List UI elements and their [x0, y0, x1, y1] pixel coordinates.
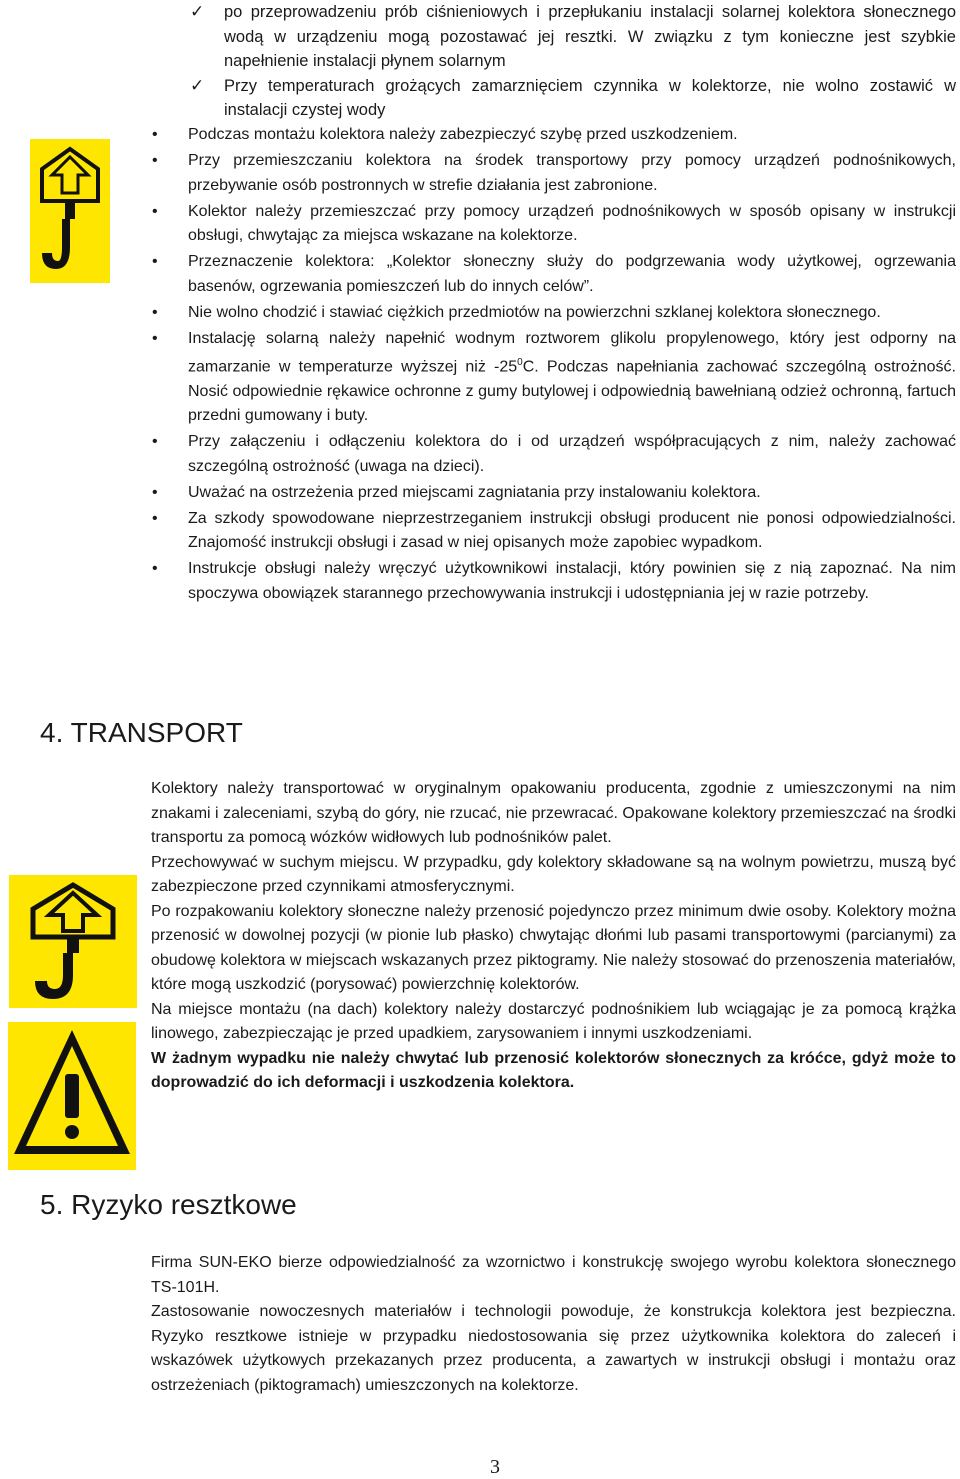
lifting-hook-icon	[9, 875, 137, 1008]
list-item: • Przeznaczenie kolektora: „Kolektor słoneczny służy do podgrzewania wody użytkowej, ogrzewania basenów, ogrzewania pomieszczeń lub do innych celów”.	[150, 250, 956, 299]
list-item: • Za szkody spowodowane nieprzestrzeganiem instrukcji obsługi producent nie ponosi odpowiedzialności. Znajomość instrukcji obsługi i zasad w niej opisanych może zapobiec wypadkom.	[150, 507, 956, 556]
bullet-icon: •	[152, 560, 158, 578]
bullet-icon: •	[152, 509, 158, 527]
paragraph: Przechowywać w suchym miejscu. W przypadku, gdy kolektory składowane są na wolnym powietrzu, muszą być zabezpieczone przed czynnikami atmosferycznymi.	[151, 853, 956, 895]
bullet-icon: •	[152, 483, 158, 501]
paragraph: Na miejsce montażu (na dach) kolektory należy dostarczyć podnośnikiem lub wciągając je za pomocą krążka linowego, zabezpieczając je przed upadkiem, zarysowaniem i innymi uszkodzeniami.	[151, 1000, 956, 1042]
paragraph: Firma SUN-EKO bierze odpowiedzialność za wzornictwo i konstrukcję swojego wyrobu kolektora słonecznego TS-101H.	[151, 1254, 956, 1296]
paragraph: Zastosowanie nowoczesnych materiałów i technologii powoduje, że konstrukcja kolektora jest bezpieczna. Ryzyko resztkowe istnieje w przypadku niedostosowania się przez użytkownika kolektora do zaleceń i wskazówek użytkowych przekazanych przez producenta, a zawartych w instrukcji obsługi i montażu oraz ostrzeżeniach (piktogramach) umieszczonych na kolektorze.	[151, 1303, 956, 1394]
list-item: • Instalację solarną należy napełnić wodnym roztworem glikolu propylenowego, który jest odporny na zamarzanie w temperaturze wyższej niż $-25^0C$. Podczas napełniania zachować szczególną ostrożność. Nosić odpowiednie rękawice ochronne z gumy butylowej i odpowiednią bawełnianą odzież ochronną, fartuch przedni gumowany i buty.	[150, 327, 956, 429]
lifting-hook-icon	[30, 139, 110, 283]
paragraph: Kolektory należy transportować w oryginalnym opakowaniu producenta, zgodnie z umieszczonymi na nim znakami i zaleceniami, szybą do góry, nie rzucać, nie przewracać. Opakowane kolektory przemieszczać na środki transportu za pomocą wózków widłowych lub podnośników palet.	[151, 780, 956, 846]
checklist-item: ✓ Przy temperaturach grożących zamarznięciem czynnika w kolektorze, nie wolno zostawić w instalacji czystej wody	[190, 75, 956, 119]
checklist-item: ✓ po przeprowadzeniu prób ciśnieniowych i przepłukaniu instalacji solarnej kolektora słonecznego wodą w urządzeniu mogą pozostawać jej resztki. W związku z tym konieczne jest szybkie napełnienie instalacji płynem solarnym	[190, 2, 956, 70]
section-heading-residual-risk: 5. Ryzyko resztkowe	[40, 1189, 297, 1220]
transport-text	[151, 777, 956, 1096]
warning-paragraph: W żadnym wypadku nie należy chwytać lub przenosić kolektorów słonecznych za króćce, gdyż może to doprowadzić do ich deformacji i uszkodzenia kolektora.	[151, 1049, 956, 1091]
section-heading-transport: 4. TRANSPORT	[40, 717, 243, 748]
list-item: • Instrukcje obsługi należy wręczyć użytkownikowi instalacji, który powinien się z nią zapoznać. Na nim spoczywa obowiązek starannego przechowywania instrukcji i udostępniania jej w razie potrzeby.	[150, 557, 956, 606]
paragraph: Po rozpakowaniu kolektory słoneczne należy przenosić pojedynczo przez minimum dwie osoby. Kolektory można przenosić w dowolnej pozycji (w pionie lub płasko) chwytając dłońmi lub pasami transportowymi (parcianymi) za obudowę kolektora w miejscach wskazanych przez piktogramy. Nie należy stosować do przenoszenia materiałów, które mogą uszkodzić (porysować) powierzchnię kolektorów.	[151, 902, 956, 993]
bullet-icon: •	[152, 202, 158, 220]
bullet-icon: •	[152, 329, 158, 347]
list-item: • Nie wolno chodzić i stawiać ciężkich przedmiotów na powierzchni szklanej kolektora słonecznego.	[150, 301, 956, 326]
risk-text	[151, 1251, 956, 1398]
bullet-icon: •	[152, 152, 158, 169]
bullet-icon: •	[152, 253, 158, 270]
list-item: • Kolektor należy przemieszczać przy pomocy urządzeń podnośnikowych w sposób opisany w instrukcji obsługi, chwytając za miejsca wskazane na kolektorze.	[150, 200, 956, 249]
check-icon: ✓	[190, 75, 205, 95]
list-item: • Uważać na ostrzeżenia przed miejscami zagniatania przy instalowaniu kolektora.	[150, 481, 956, 506]
page-number: 3	[490, 1456, 500, 1478]
list-item: • Przy załączeniu i odłączeniu kolektora do i od urządzeń współpracujących z nim, należy zachować szczególną ostrożność (uwaga na dzieci).	[150, 430, 956, 479]
list-item: • Podczas montażu kolektora należy zabezpieczyć szybę przed uszkodzeniem.	[150, 123, 956, 148]
check-icon: ✓	[190, 2, 205, 21]
warning-triangle-icon	[8, 1022, 136, 1170]
bullet-icon: •	[152, 303, 158, 321]
list-item: • Przy przemieszczaniu kolektora na środek transportowy przy pomocy urządzeń podnośnikowych, przebywanie osób postronnych w strefie działania jest zabronione.	[150, 149, 956, 198]
bullet-icon: •	[152, 433, 158, 451]
safety-list	[150, 123, 956, 608]
bullet-icon: •	[152, 126, 158, 143]
checklist	[190, 0, 956, 123]
